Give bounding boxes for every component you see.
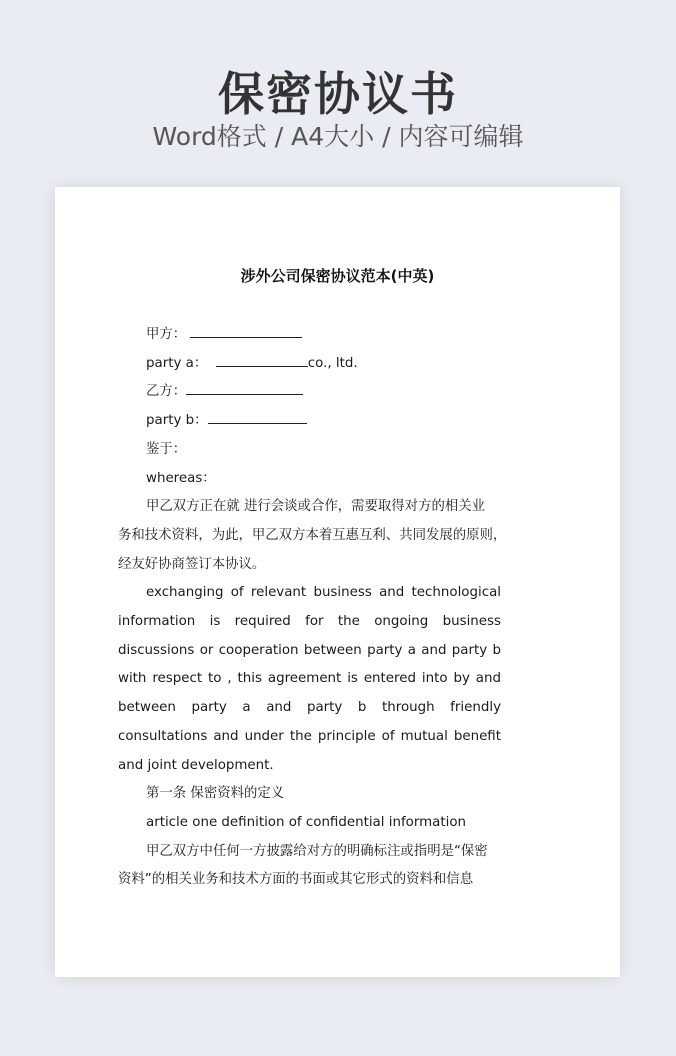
hero-subtitle: Word格式 / A4大小 / 内容可编辑: [152, 122, 524, 151]
party-a-en-label: party a：: [146, 355, 208, 371]
recital-en-line: and joint development.: [118, 757, 274, 773]
recital-cn-paragraph: [118, 493, 529, 579]
party-a-en-line: [146, 350, 529, 379]
party-b-en-blank[interactable]: [208, 409, 307, 424]
recital-cn-line: 务和技术资料，为此，甲乙双方本着互惠互利、共同发展的原则，: [118, 527, 507, 543]
recital-en-line: information is required for the ongoing business: [118, 614, 501, 630]
recital-en-line: discussions or cooperation between party a and party b: [118, 642, 501, 658]
recital-cn-line: 甲乙双方正在就 进行会谈或合作，需要取得对方的相关业: [146, 499, 486, 515]
party-b-cn-blank[interactable]: [186, 380, 303, 395]
party-a-cn-label: 甲方：: [146, 327, 187, 342]
party-a-cn-blank[interactable]: [190, 323, 302, 338]
recital-en-line: with respect to , this agreement is entered into by and: [118, 671, 501, 687]
whereas-en: whereas：: [146, 470, 216, 486]
party-b-en-label: party b：: [146, 413, 208, 429]
document-body: [118, 321, 529, 895]
recital-en-line: between party a and party b through friendly: [118, 700, 501, 716]
hero-title: 保密协议书: [218, 67, 458, 121]
party-a-en-suffix: co., ltd.: [307, 355, 358, 371]
article-one-heading-cn: 第一条 保密资料的定义: [146, 786, 285, 802]
party-b-cn-line: [146, 378, 529, 407]
whereas-cn: 鉴于：: [146, 441, 187, 457]
recital-en-line: exchanging of relevant business and technological: [146, 585, 501, 601]
recital-en-line: consultations and under the principle of mutual benefit: [118, 728, 501, 744]
article-one-line: 甲乙双方中任何一方披露给对方的明确标注或指明是“保密: [146, 843, 488, 859]
article-one-heading-en: article one definition of confidential information: [146, 814, 467, 830]
recital-en-paragraph: [118, 579, 501, 780]
document-page: [55, 187, 620, 977]
party-b-en-line: [146, 407, 529, 436]
article-one-paragraph: [118, 838, 529, 895]
party-a-en-blank[interactable]: [216, 352, 308, 367]
recital-cn-line: 经友好协商签订本协议。: [118, 556, 266, 572]
party-a-cn-line: [146, 321, 529, 350]
party-b-cn-label: 乙方：: [146, 384, 187, 400]
article-one-line: 资料”的相关业务和技术方面的书面或其它形式的资料和信息: [118, 872, 474, 888]
document-title: 涉外公司保密协议范本(中英): [240, 267, 435, 285]
